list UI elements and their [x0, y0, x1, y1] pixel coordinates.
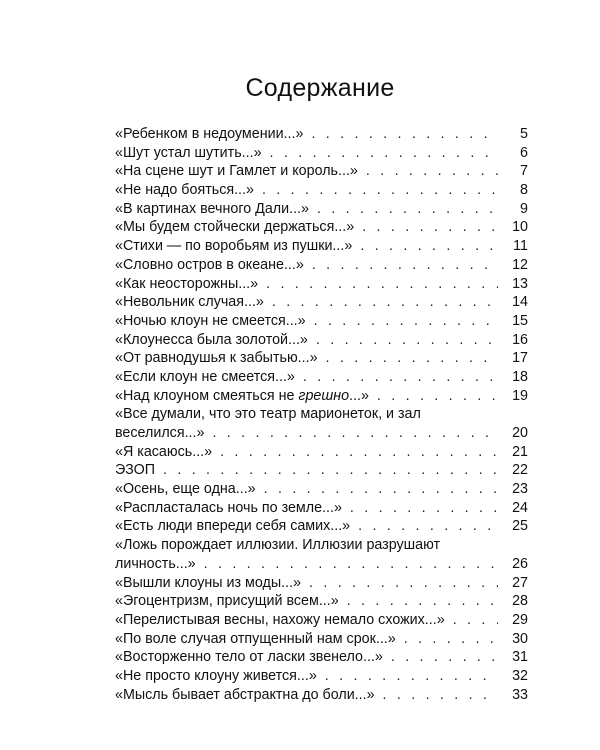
- toc-page-number: 16: [512, 331, 528, 348]
- dot-leader: [212, 424, 498, 443]
- toc-entry-title: «Клоунесса была золотой...»: [115, 331, 308, 348]
- toc-entry-title: «От равнодушья к забытью...»: [115, 350, 318, 367]
- toc-entry-title: «Мы будем стойчески держаться...»: [115, 219, 355, 236]
- toc-entry-title: «Есть люди впереди себя самих...»: [115, 518, 351, 535]
- toc-entry-title: ЭЗОП: [115, 462, 155, 479]
- dot-leader: [264, 480, 498, 499]
- toc-entry: [115, 480, 528, 499]
- toc-entry: [115, 200, 528, 219]
- toc-entry: [115, 275, 528, 294]
- dot-leader: [163, 461, 498, 480]
- page-title: Содержание: [245, 74, 395, 102]
- toc-entry-title-line1: «Все думали, что это театр марионеток, и зал: [115, 406, 421, 423]
- toc-entry: [115, 218, 528, 237]
- toc-entry-title-line1: «Ложь порождает иллюзии. Иллюзии разрушают: [115, 537, 441, 554]
- toc-page-number: 31: [512, 649, 528, 666]
- toc-entry: [115, 574, 528, 593]
- toc-page-number: 10: [512, 219, 528, 236]
- toc-entry: [115, 312, 528, 331]
- dot-leader: [391, 648, 498, 667]
- dot-leader: [272, 293, 498, 312]
- toc-entry: [115, 686, 528, 705]
- dot-leader: [325, 667, 498, 686]
- dot-leader: [453, 611, 498, 630]
- toc-entry-title: «Вышли клоуны из моды...»: [115, 574, 301, 591]
- dot-leader: [262, 181, 498, 200]
- toc-entry-title: «Над клоуном смеяться не грешно...»: [115, 387, 369, 404]
- dot-leader: [347, 592, 498, 611]
- toc-page-number: 8: [520, 182, 528, 199]
- toc-entry-title: «На сцене шут и Гамлет и король...»: [115, 163, 358, 180]
- toc-page-number: 33: [512, 686, 528, 703]
- toc-page-number: 7: [520, 163, 528, 180]
- toc-page-number: 17: [512, 350, 528, 367]
- toc-page-number: 9: [520, 200, 528, 217]
- toc-entry-title: «Восторженно тело от ласки звенело...»: [115, 649, 383, 666]
- toc-page-number: 29: [512, 611, 528, 628]
- toc-entry-title: «Как неосторожны...»: [115, 275, 259, 292]
- toc-page-number: 30: [512, 630, 528, 647]
- toc-entry-title: «Эгоцентризм, присущий всем...»: [115, 593, 339, 610]
- toc-entry-title: «Перелистывая весны, нахожу немало схожих...»: [115, 611, 445, 628]
- toc-entry-title: «Я касаюсь...»: [115, 443, 213, 460]
- toc-page-number: 23: [512, 481, 528, 498]
- toc-entry: [115, 349, 528, 368]
- toc-entry-title: «В картинах вечного Дали...»: [115, 200, 309, 217]
- dot-leader: [309, 574, 498, 593]
- toc-entry-title: «По воле случая отпущенный нам срок...»: [115, 630, 396, 647]
- toc-page-number: 15: [512, 312, 528, 329]
- toc-entry-title: веселился...»: [115, 425, 205, 441]
- dot-leader: [383, 686, 498, 705]
- toc-page-number: 5: [520, 126, 528, 142]
- toc-page-number: 28: [512, 593, 528, 610]
- toc-entry: [115, 667, 528, 686]
- toc-entry: [115, 499, 528, 518]
- toc-entry: [115, 630, 528, 649]
- toc-page-number: 32: [512, 667, 528, 684]
- toc-entry: [115, 405, 528, 442]
- toc-entry: [115, 162, 528, 181]
- toc-page-number: 14: [512, 294, 528, 311]
- toc-entry: [115, 592, 528, 611]
- toc-page-number: 11: [513, 238, 528, 255]
- dot-leader: [377, 387, 498, 406]
- toc-entry-title: «Словно остров в океане...»: [115, 256, 304, 273]
- toc-entry: [115, 125, 528, 144]
- italic-word: грешно: [298, 387, 350, 404]
- dot-leader: [204, 555, 498, 574]
- toc-entry: [115, 256, 528, 275]
- toc-entry: [115, 461, 528, 480]
- toc-entry: [115, 387, 528, 406]
- toc-entry-title: «Ночью клоун не смеется...»: [115, 312, 306, 329]
- dot-leader: [314, 312, 498, 331]
- toc-entry-title: личность...»: [115, 555, 196, 572]
- toc-entry-title: «Мысль бывает абстрактна до боли...»: [115, 686, 375, 703]
- dot-leader: [220, 443, 498, 462]
- toc-entry-title: «Ребенком в недоумении...»: [115, 126, 304, 142]
- toc-page-number: 24: [512, 499, 528, 516]
- toc-entry-title: «Распласталась ночь по земле...»: [115, 499, 342, 516]
- toc-entry-title: «Осень, еще одна...»: [115, 481, 256, 498]
- toc-entry-title: «Шут устал шутить...»: [115, 144, 262, 161]
- toc-page-number: 26: [512, 555, 528, 572]
- toc-page-number: 19: [512, 387, 528, 404]
- toc-entry: [115, 536, 528, 573]
- toc-page-number: 13: [512, 275, 528, 292]
- table-of-contents: [115, 125, 528, 704]
- dot-leader: [317, 200, 498, 219]
- toc-entry-title: «Если клоун не смеется...»: [115, 368, 295, 385]
- toc-entry: [115, 181, 528, 200]
- toc-entry-title: «Не просто клоуну живется...»: [115, 667, 317, 684]
- dot-leader: [311, 125, 498, 144]
- toc-page-number: 12: [512, 256, 528, 273]
- toc-entry: [115, 331, 528, 350]
- dot-leader: [326, 349, 498, 368]
- dot-leader: [316, 331, 498, 350]
- dot-leader: [350, 499, 498, 518]
- dot-leader: [360, 237, 498, 256]
- dot-leader: [366, 162, 498, 181]
- dot-leader: [312, 256, 498, 275]
- toc-entry: [115, 611, 528, 630]
- toc-entry: [115, 237, 528, 256]
- toc-entry-title: «Стихи — по воробьям из пушки...»: [115, 238, 353, 255]
- toc-page-number: 18: [512, 368, 528, 385]
- toc-entry: [115, 517, 528, 536]
- toc-entry: [115, 443, 528, 462]
- toc-page-number: 20: [512, 425, 528, 441]
- toc-entry: [115, 293, 528, 312]
- toc-page-number: 21: [512, 443, 528, 460]
- toc-entry: [115, 648, 528, 667]
- dot-leader: [303, 368, 498, 387]
- dot-leader: [404, 630, 498, 649]
- dot-leader: [266, 275, 498, 294]
- toc-page-number: 25: [512, 518, 528, 535]
- dot-leader: [270, 144, 498, 163]
- dot-leader: [358, 517, 498, 536]
- toc-entry: [115, 368, 528, 387]
- toc-page-number: 27: [512, 574, 528, 591]
- dot-leader: [362, 218, 498, 237]
- toc-page-number: 22: [512, 462, 528, 479]
- toc-entry-title: «Не надо бояться...»: [115, 182, 254, 199]
- toc-entry-title: «Невольник случая...»: [115, 294, 264, 311]
- toc-entry: [115, 144, 528, 163]
- toc-page-number: 6: [520, 144, 528, 161]
